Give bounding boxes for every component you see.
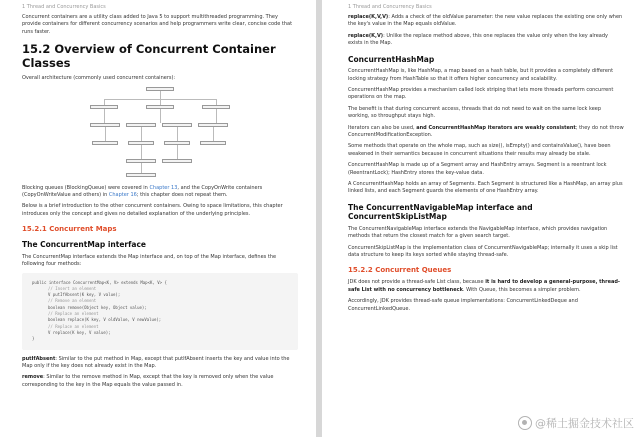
body-paragraph: ConcurrentHashMap is, like HashMap, a map based on a hash table, but it provides a completely different locking strategy from HashTable so that it offers higher concurrency and scalability.: [348, 68, 614, 82]
body-paragraph: ConcurrentHashMap is made up of a Segment array and HashEntry arrays. Segment is a reentrant lock (ReentrantLock); HashEntry stores the key-value data.: [348, 162, 607, 176]
code-comment: // Remove an element: [48, 298, 97, 304]
right-page: [322, 0, 640, 437]
body-paragraph: JDK does not provide a thread-safe List class, because it is hard to develop a general-purpose, thread-safe List with no concurrency bottleneck. With Queue, this becomes a simpler problem.: [348, 279, 620, 293]
diagram-node: [162, 159, 192, 163]
body-paragraph: A ConcurrentHashMap holds an array of Segments. Each Segment is structured like a HashMap, an array plus linked lists, and each Segment guards the elements of one HashEntry array.: [348, 181, 623, 195]
figure-caption: Overall architecture (commonly used concurrent containers):: [22, 75, 176, 82]
body-paragraph: Below is a brief introduction to the other concurrent containers. Owing to space limitations, this chapter introduces only the concept and gives no detailed explanation of the underlying principles.: [22, 203, 283, 217]
after-figure-paragraph: Blocking queues (BlockingQueue) were covered in Chapter 13, and the CopyOnWrite containers (CopyOnWriteValue and others) in Chapter 16; this chapter does not repeat them.: [22, 184, 263, 199]
code-comment: // Insert an element: [48, 285, 97, 291]
code-line: V putIfAbsent(K key, V value);: [48, 292, 121, 298]
heading-concurrentnavigablemap: The ConcurrentNavigableMap interface and ConcurrentSkipListMap: [348, 202, 533, 222]
watermark-text: @稀土掘金技术社区: [535, 417, 634, 430]
running-head: 1 Thread and Concurrency Basics: [348, 4, 432, 10]
left-page: [0, 0, 316, 437]
code-block: [22, 273, 298, 350]
body-paragraph: The ConcurrentNavigableMap interface extends the NavigableMap interface, which provides navigation methods that return the closest match for a given search target.: [348, 225, 608, 240]
code-line: public interface ConcurrentMap<K, V> extends Map<K, V> {: [32, 279, 167, 285]
section-title: 15.2 Overview of Concurrent Container Classes: [22, 42, 276, 71]
body-paragraph: The benefit is that during concurrent access, threads that do not need to wait on the same lock keep working, so throughput stays high.: [348, 105, 602, 120]
chapter-link[interactable]: Chapter 16: [108, 192, 137, 199]
diagram-node: [92, 141, 118, 145]
body-paragraph: The ConcurrentMap interface extends the Map interface and, on top of the Map interface, defines the following four methods:: [22, 253, 277, 268]
heading-concurrentmap: The ConcurrentMap interface: [22, 240, 146, 250]
chapter-link[interactable]: Chapter 13: [149, 184, 178, 191]
class-hierarchy-diagram: [90, 87, 230, 179]
running-head: 1 Thread and Concurrency Basics: [22, 4, 106, 10]
juejin-logo-icon: [518, 416, 532, 430]
body-paragraph: Some methods that operate on the whole map, such as size(), isEmpty() and containsValue(), have been weakened in their semantics because in concurrent situations their results may already be stale.: [348, 143, 611, 157]
code-line: }: [32, 336, 35, 342]
method-description: remove: Similar to the remove method in Map, except that the key is removed only when the value corresponding to the key in the Map equals the value passed in.: [22, 374, 274, 388]
code-line: boolean remove(Object key, Object value);: [48, 304, 147, 310]
heading-concurrenthashmap: ConcurrentHashMap: [348, 54, 435, 64]
intro-paragraph: Concurrent containers are a utility class added to Java 5 to support multithreaded programming. They provide containers for different concurrency scenarios and help programmers write clear, concise code that runs faster.: [22, 14, 293, 35]
body-paragraph: Iterators can also be used, and ConcurrentHashMap iterators are weakly consistent; they do not throw ConcurrentModificationException.: [348, 124, 624, 138]
body-paragraph: ConcurrentSkipListMap is the implementation class of ConcurrentNavigableMap; internally it uses a skip list data structure to keep its keys sorted while staying thread-safe.: [348, 244, 618, 259]
body-paragraph: Accordingly, JDK provides thread-safe queue implementations: ConcurrentLinkedDeque and ConcurrentLinkedQueue.: [348, 298, 578, 312]
diagram-node: [200, 141, 226, 145]
code-line: V replace(K key, V value);: [48, 329, 111, 335]
code-comment: // Replace an element: [48, 311, 99, 317]
code-line: boolean replace(K key, V oldValue, V newValue);: [48, 317, 162, 323]
method-description: replace(K,V,V): Adds a check of the oldValue parameter: the new value replaces the existing one only when the key's value in the Map equals oldValue.: [348, 14, 623, 28]
method-description: replace(K,V): Unlike the replace method above, this one replaces the value only when the key already exists in the Map.: [348, 32, 609, 47]
subsection-title: 15.2.2 Concurrent Queues: [348, 266, 452, 275]
diagram-node: [126, 173, 156, 177]
subsection-title: 15.2.1 Concurrent Maps: [22, 225, 117, 234]
body-paragraph: ConcurrentHashMap provides a mechanism called lock striping that lets more threads perform concurrent operations on the map.: [348, 86, 614, 101]
watermark: [518, 415, 634, 431]
method-description: putIfAbsent: Similar to the put method in Map, except that putIfAbsent inserts the key and value into the Map only if the key does not already exist in the Map.: [22, 355, 290, 369]
code-comment: // Replace an element: [48, 323, 99, 329]
